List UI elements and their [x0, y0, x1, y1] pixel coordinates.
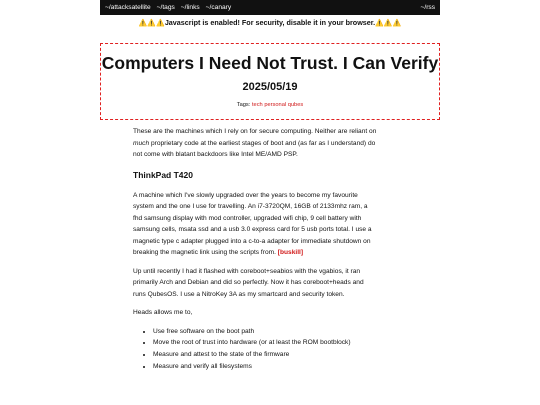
citation-link-buskill[interactable]: [buskill]	[277, 249, 304, 256]
intro-emphasis: much	[133, 139, 150, 147]
post-tags	[101, 101, 439, 109]
para1-line-2: system and the one I use for travelling. An i7-3720QM, 16GB of 2133mhz ram, a	[133, 203, 368, 210]
warning-text: Javascript is enabled! For security, disable it in your browser.	[164, 18, 376, 27]
nav-link-tags[interactable]: ~/tags	[156, 4, 175, 11]
para1-line-4: samsung cells, msata ssd and a usb 3.0 express card for 5 usb ports total. I use a	[133, 226, 372, 233]
list-item: • Use free software on the boot path	[153, 326, 423, 338]
intro-line-1: These are the machines which I rely on for secure computing. Neither are reliant on	[133, 128, 377, 135]
para1-line-1: A machine which I've slowly upgraded over the years to become my favourite	[133, 191, 358, 199]
para1-line-5: magnetic type c adapter plugged into a c-to-a adapter for immediate shutdown on	[133, 237, 371, 245]
post-title: Computers I Need Not Trust. I Can Verify	[101, 53, 439, 73]
javascript-warning-banner	[100, 18, 440, 29]
para1-line-6: breaking the magnetic link using the scripts from.	[133, 249, 276, 256]
para1-line-3: fhd samsung display with mod controller, upgraded wifi chip, 9 cell battery with	[133, 214, 362, 222]
list-item: • Measure and attest to the state of the firmware	[153, 349, 423, 361]
list-intro: Heads allows me to,	[133, 309, 193, 316]
tag-link-personal[interactable]: personal	[264, 102, 287, 108]
nav-link-rss[interactable]: ~/rss	[420, 4, 435, 11]
top-nav-bar	[100, 0, 440, 15]
post-content	[133, 126, 423, 373]
tag-link-tech[interactable]: tech	[251, 102, 263, 108]
intro-paragraph	[133, 126, 423, 161]
para2-line-3: runs QubesOS. I use a NitroKey 3A as my smartcard and security token.	[133, 290, 345, 298]
nav-link-canary[interactable]: ~/canary	[205, 4, 232, 11]
list-item: • Measure and verify all filesystems	[153, 361, 423, 373]
tags-label: Tags:	[236, 102, 251, 108]
post-date: 2025/05/19	[242, 81, 298, 93]
section-heading-thinkpad: ThinkPad T420	[133, 169, 193, 180]
warning-icons-right: ⚠️⚠️⚠️	[375, 20, 402, 27]
para2-line-2: primarily Arch and Debian and did so perfectly. Now it has coreboot+heads and	[133, 279, 364, 286]
nav-link-links[interactable]: ~/links	[180, 4, 200, 11]
list-item: • Move the root of trust into hardware (or at least the ROM bootblock)	[153, 337, 423, 349]
nav-link-attacksatellite[interactable]: ~/attacksatellite	[105, 4, 151, 11]
intro-line-3: not come with blatant backdoors like Intel ME/AMD PSP.	[133, 151, 298, 158]
warning-icons-left: ⚠️⚠️⚠️	[138, 20, 165, 27]
heads-features-list	[133, 326, 423, 373]
thinkpad-paragraph-1	[133, 190, 423, 259]
tag-link-qubes[interactable]: qubes	[287, 102, 304, 108]
intro-line-2: proprietary code at the earliest stages of boot and (as far as I understand) do	[150, 139, 376, 147]
nav-links	[105, 4, 231, 11]
para2-line-1: Up until recently I had it flashed with coreboot+seabios with the vgabios, it ran	[133, 267, 361, 275]
thinkpad-paragraph-2	[133, 266, 423, 301]
post-header	[100, 43, 440, 120]
